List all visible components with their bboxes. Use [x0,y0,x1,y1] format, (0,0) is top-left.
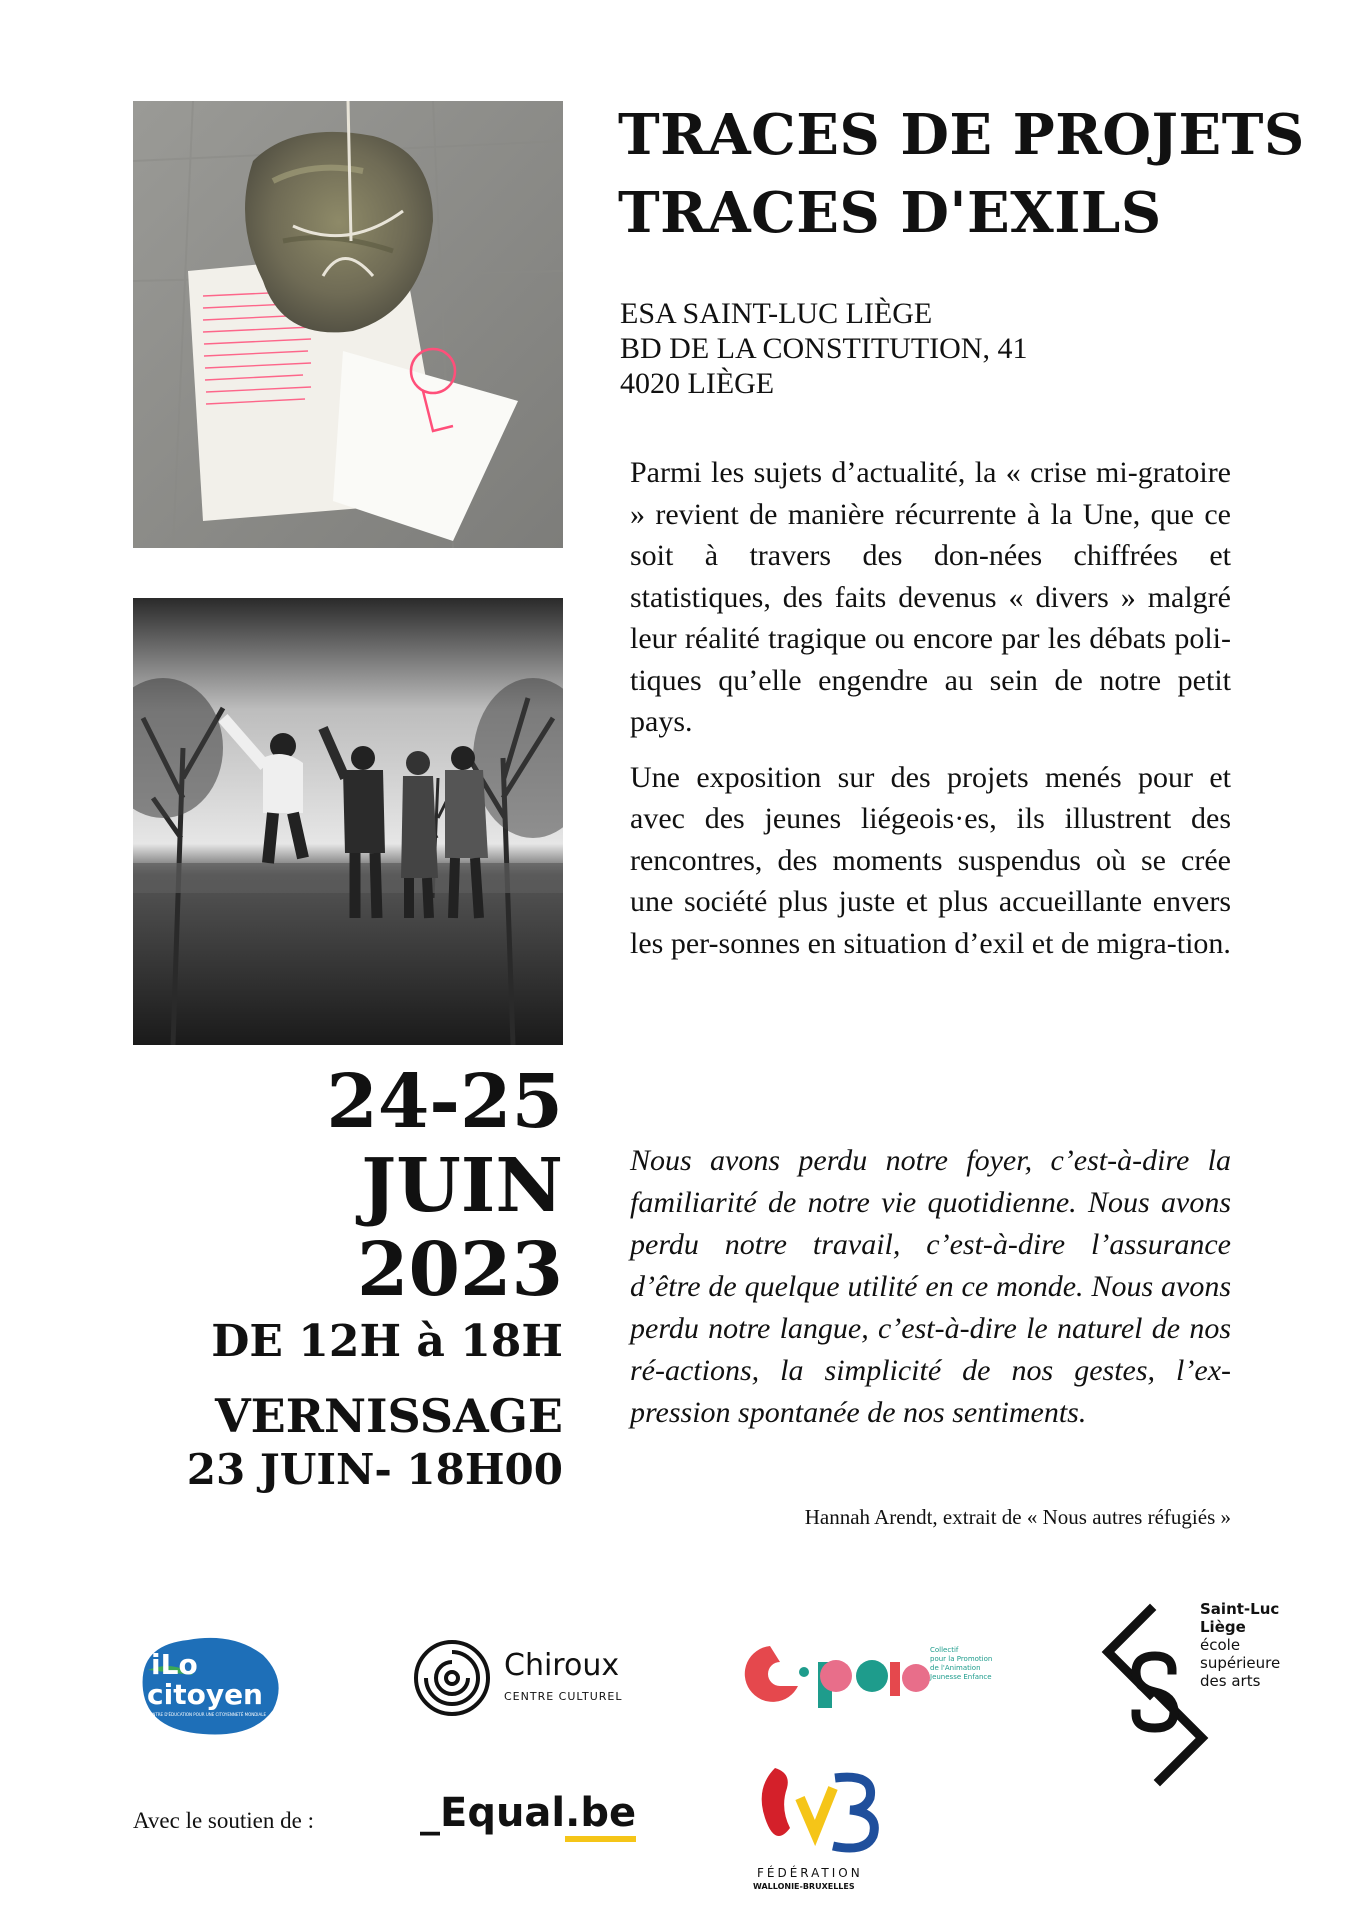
equal-name: _Equal [420,1790,566,1836]
ilo-citoyen-logo [133,1630,283,1738]
cpaje-tagline-3: de l'Animation [930,1664,981,1672]
title-line-1: TRACES DE PROJETS [618,102,1305,168]
federation-wallonie-bruxelles-logo [745,1758,895,1908]
vernissage-label: VERNISSAGE [214,1389,563,1443]
description-paragraph-1: Parmi les sujets d’actualité, la « crise mi-gratoire » revient de manière récurrente à la Une, que ce soit à travers des don-nées chiffrées et statistiques, des faits devenus « divers » malgré leur réalité tragique ou encore par les débats poli-tiques qu’elle engendre au sein de notre petit pays. [630,456,1231,738]
opening-hours: DE 12H à 18H [211,1316,563,1367]
quote-attribution: Hannah Arendt, extrait de « Nous autres réfugiés » [804,1505,1231,1529]
chiroux-name: Chiroux [504,1648,620,1683]
vernissage-date: 23 JUIN- 18H00 [186,1445,563,1494]
fwb-line-1: FÉDÉRATION [757,1866,863,1880]
title-line-2: TRACES D'EXILS [618,180,1162,246]
cpaje-tagline-4: Jeunesse Enfance [930,1673,992,1681]
stluc-line-4: supérieure [1200,1654,1281,1672]
exhibition-title [618,96,1318,252]
stluc-line-1: Saint-Luc [1200,1600,1280,1618]
address-line-1: ESA SAINT-LUC LIÈGE [620,297,933,330]
equal-tld: .be [565,1790,636,1842]
address-line-3: 4020 LIÈGE [620,367,775,400]
cpaje-tagline-2: pour la Promotion [930,1655,993,1663]
support-label: Avec le soutien de : [133,1808,314,1833]
stluc-line-2: Liège [1200,1618,1246,1636]
date-year: 2023 [357,1227,563,1313]
fwb-line-2: WALLONIE-BRUXELLES [753,1882,855,1891]
stluc-line-5: des arts [1200,1672,1261,1690]
description [630,452,1231,978]
description-paragraph-2: Une exposition sur des projets menés pour et avec des jeunes liégeois·es, ils illustrent des rencontres, des moments suspendus où se crée une société plus juste et plus accueillante envers les per-sonnes en situation d’exil et de migra-tion. [630,760,1231,960]
address-line-2: BD DE LA CONSTITUTION, 41 [620,332,1028,365]
ilo-line-2: citoyen [147,1678,263,1711]
cpaje-tagline-1: Collectif [930,1646,959,1654]
cpaje-name [740,1636,743,1637]
quote-text: Nous avons perdu notre foyer, c’est-à-dire la familiarité de notre vie quotidienne. Nous avons perdu notre travail, c’est-à-dire l’assurance d’être de quelque utilité en ce monde. Nous avons perdu notre langue, c’est-à-dire le naturel de nos ré-actions, la simplicité de nos gestes, l’ex-pression spontanée de nos sentiments. [630,1144,1231,1429]
ilo-line-1: iLo [151,1648,198,1681]
photo-group-in-park [133,598,563,1045]
chiroux-logo [412,1638,632,1718]
saint-luc-logo [1100,1600,1320,1790]
chiroux-subtitle: CENTRE CULTUREL [504,1690,623,1703]
equal-be-logo [420,1790,637,1850]
cpaje-logo [740,1636,1010,1716]
date-days: 24-25 [326,1059,563,1145]
photo-stone-on-paper [133,101,563,548]
ilo-tagline: CENTRE D'ÉDUCATION POUR UNE CITOYENNETÉ MONDIALE [147,1712,266,1717]
stluc-line-3: école [1200,1636,1241,1654]
venue-address [620,296,1260,401]
date-block [133,1060,563,1496]
date-month: JUIN [361,1143,563,1229]
